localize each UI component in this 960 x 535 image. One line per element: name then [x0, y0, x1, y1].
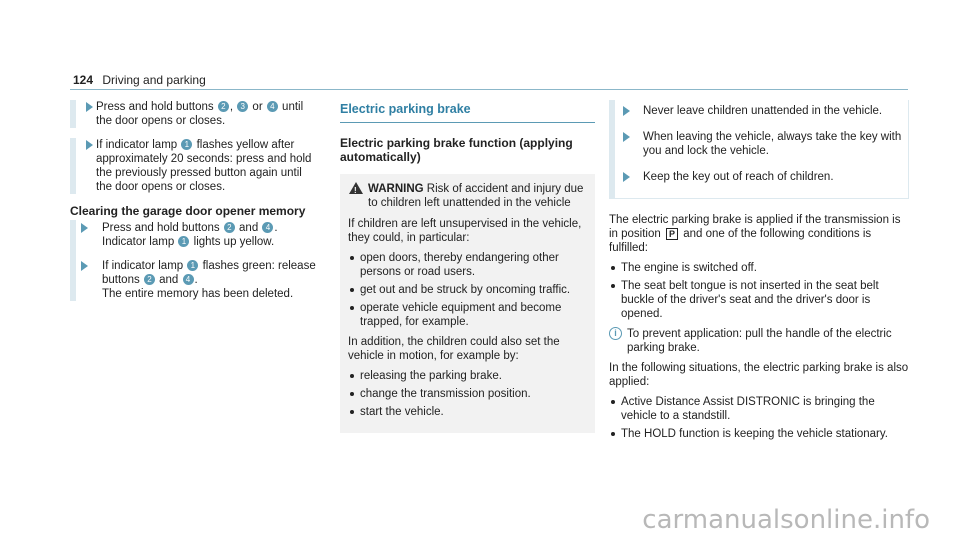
- bullet-item: The engine is switched off.: [609, 261, 909, 275]
- step-text: [90, 138, 320, 194]
- step-text: When leaving the vehicle, always take the key with you and lock the vehicle.: [643, 131, 902, 157]
- step-text: Never leave children unattended in the vehicle.: [643, 105, 883, 117]
- step-text-segment: and: [155, 274, 182, 286]
- step-text-segment: If indicator lamp: [96, 139, 181, 151]
- step-text-segment: Indicator lamp: [102, 236, 178, 248]
- step-text-segment: .: [194, 274, 198, 286]
- steps-clear-memory: [70, 220, 320, 301]
- callout-number-badge: 2: [144, 274, 155, 285]
- step-arrow-icon: [623, 172, 630, 182]
- step-text-segment: Press and hold buttons: [96, 101, 217, 113]
- bullet-item: The seat belt tongue is not inserted in the seat belt buckle of the driver's seat and the driver's door is opened.: [609, 279, 909, 321]
- callout-number-badge: 2: [224, 222, 235, 233]
- step-item: [615, 130, 908, 158]
- step-arrow-icon: [86, 102, 93, 112]
- warning-head: [348, 182, 587, 210]
- step-text-segment: and: [235, 222, 262, 234]
- step-arrow-icon: [81, 223, 88, 233]
- step-text-segment: Press and hold buttons: [102, 222, 223, 234]
- watermark: carmanualsonline.info: [642, 505, 930, 535]
- bullet-item: change the transmission position.: [348, 387, 587, 401]
- callout-number-badge: 1: [181, 139, 192, 150]
- para1-after: and one of the following conditions is fulfilled:: [609, 228, 872, 254]
- paragraph-applied-conditions: [609, 213, 909, 255]
- callout-number-badge: 1: [178, 236, 189, 247]
- step-text-segment: flashes yellow after approximately 20 seconds: press and hold the previously pressed button again until the door opens or closes.: [96, 139, 312, 193]
- callout-number-badge: 1: [187, 260, 198, 271]
- step-text: Keep the key out of reach of children.: [643, 171, 834, 183]
- page-number: 124: [73, 73, 94, 87]
- callout-number-badge: 2: [218, 101, 229, 112]
- callout-number-badge: 4: [262, 222, 273, 233]
- bullet-item: open doors, thereby endangering other persons or road users.: [348, 251, 587, 279]
- step-text: [96, 221, 320, 249]
- warning-intro-2: In addition, the children could also set the vehicle in motion, for example by:: [348, 336, 560, 362]
- note: [609, 327, 909, 355]
- warning-triangle-icon: [349, 182, 363, 194]
- warning-text: Risk of accident and injury due to children left unattended in the vehicle: [368, 183, 584, 209]
- bullet-item: get out and be struck by oncoming traffic.: [348, 283, 587, 297]
- step-text-segment: .: [274, 222, 278, 234]
- step-arrow-icon: [623, 132, 630, 142]
- callout-number-badge: 3: [237, 101, 248, 112]
- park-position-symbol: P: [666, 228, 678, 240]
- step-arrow-icon: [86, 140, 93, 150]
- warning-bullets-2: [348, 369, 587, 419]
- warning-label: WARNING: [368, 183, 424, 195]
- step-text-segment: flashes green: release buttons: [102, 260, 316, 286]
- step-arrow-icon: [623, 106, 630, 116]
- step-item: [615, 170, 908, 184]
- column-left: [70, 100, 320, 311]
- section-title: Electric parking brake: [340, 102, 595, 123]
- column-middle: [340, 100, 595, 433]
- paragraph-situations: In the following situations, the electric parking brake is also applied:: [609, 362, 909, 388]
- page-header: [73, 73, 206, 87]
- column-right: [609, 100, 909, 447]
- situations-bullets: [609, 395, 909, 441]
- step-text-segment: lights up yellow.: [190, 236, 275, 248]
- info-icon: i: [609, 327, 622, 340]
- step-text-segment: or: [249, 101, 266, 113]
- subsection-title: Electric parking brake function (applying automatically): [340, 136, 573, 164]
- bullet-item: Active Distance Assist DISTRONIC is bringing the vehicle to a standstill.: [609, 395, 909, 423]
- step-text: [90, 100, 320, 128]
- step-text: [96, 259, 320, 301]
- note-text: To prevent application: pull the handle of the electric parking brake.: [627, 328, 892, 354]
- step-item: [70, 100, 320, 128]
- steps-open-close: [70, 100, 320, 194]
- step-item: [70, 138, 320, 194]
- header-rule: [70, 89, 908, 90]
- bullet-item: The HOLD function is keeping the vehicle stationary.: [609, 427, 909, 441]
- step-arrow-icon: [81, 261, 88, 271]
- para1-before: The electric parking brake is applied if the transmission is in position: [609, 214, 901, 240]
- step-text-segment: The entire memory has been deleted.: [102, 288, 294, 300]
- step-item: [76, 221, 320, 249]
- warning-box: [340, 174, 595, 433]
- step-item: [615, 104, 908, 118]
- step-text-segment: until the door opens or closes.: [96, 101, 304, 127]
- step-text-segment: If indicator lamp: [102, 260, 187, 272]
- bullet-item: operate vehicle equipment and become trapped, for example.: [348, 301, 587, 329]
- conditions-bullets: [609, 261, 909, 321]
- callout-number-badge: 4: [267, 101, 278, 112]
- page-section-title: Driving and parking: [102, 73, 206, 87]
- callout-number-badge: 4: [183, 274, 194, 285]
- step-text-segment: ,: [229, 101, 237, 113]
- step-item: [76, 259, 320, 301]
- warning-intro: If children are left unsupervised in the vehicle, they could, in particular:: [348, 218, 582, 244]
- clearing-title: Clearing the garage door opener memory: [70, 204, 306, 218]
- bullet-item: start the vehicle.: [348, 405, 587, 419]
- warning-steps: [609, 100, 909, 199]
- bullet-item: releasing the parking brake.: [348, 369, 587, 383]
- warning-bullets: [348, 251, 587, 329]
